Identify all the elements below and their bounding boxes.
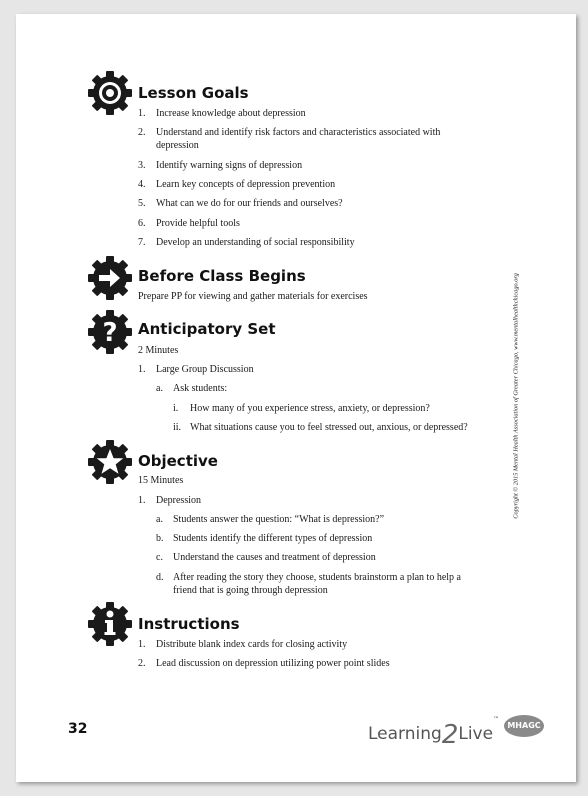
sub-item: Understand the causes and treatment of depression — [173, 552, 376, 563]
brand-learning: Learning — [368, 724, 442, 744]
anticipatory-set-heading: Anticipatory Set — [138, 320, 276, 338]
list-number: 1. — [138, 364, 146, 375]
objective-duration: 15 Minutes — [138, 475, 184, 486]
objective-heading: Objective — [138, 452, 218, 470]
list-item: Increase knowledge about depression — [156, 108, 306, 119]
list-number: 3. — [138, 160, 146, 171]
learning2live-logo — [368, 716, 500, 750]
sub-item-letter: a. — [156, 383, 163, 394]
sub-item-letter: b. — [156, 533, 164, 544]
sub-item: Students answer the question: “What is depression?” — [173, 514, 385, 525]
roman-numeral: i. — [173, 403, 179, 414]
sub-item: After reading the story they choose, students brainstorm a plan to help a — [173, 572, 461, 583]
svg-text:?: ? — [102, 318, 118, 348]
roman-numeral: ii. — [173, 422, 182, 433]
sub-item-letter: c. — [156, 552, 163, 563]
list-item: Learn key concepts of depression prevention — [156, 179, 336, 190]
trademark-symbol: ™ — [493, 716, 500, 723]
list-number: 4. — [138, 179, 146, 190]
question-gear-icon — [86, 308, 134, 356]
list-number: 1. — [138, 495, 146, 506]
sub-item-continuation: friend that is going through depression — [173, 585, 328, 596]
copyright-notice: Copyright © 2015 Mental Health Association of Greater Chicago, www.mentalhealthchicago.org — [512, 273, 520, 519]
list-item: Distribute blank index cards for closing activity — [156, 639, 348, 650]
list-item-continuation: depression — [156, 140, 199, 151]
mhagc-logo: MHAGC — [504, 715, 544, 737]
before-class-heading: Before Class Begins — [138, 267, 306, 285]
list-item: Lead discussion on depression utilizing power point slides — [156, 658, 390, 669]
list-number: 6. — [138, 218, 146, 229]
list-number: 2. — [138, 658, 146, 669]
sub-item: Students identify the different types of depression — [173, 533, 373, 544]
list-item: Depression — [156, 495, 201, 506]
list-item: Develop an understanding of social responsibility — [156, 237, 355, 248]
list-item: Large Group Discussion — [156, 364, 254, 375]
list-number: 2. — [138, 127, 146, 138]
list-item: What can we do for our friends and ourselves? — [156, 198, 343, 209]
list-number: 1. — [138, 108, 146, 119]
anticipatory-duration: 2 Minutes — [138, 345, 179, 356]
info-gear-icon — [86, 600, 134, 648]
before-class-text: Prepare PP for viewing and gather materials for exercises — [138, 291, 368, 302]
sub-item-letter: a. — [156, 514, 163, 525]
roman-item: How many of you experience stress, anxiety, or depression? — [190, 403, 430, 414]
brand-two: 2 — [441, 720, 459, 750]
document-page — [16, 14, 576, 782]
list-number: 7. — [138, 237, 146, 248]
roman-item: What situations cause you to feel stressed out, anxious, or depressed? — [190, 422, 468, 433]
list-item: Identify warning signs of depression — [156, 160, 303, 171]
sub-item-letter: d. — [156, 572, 164, 583]
sub-item: Ask students: — [173, 383, 228, 394]
list-item: Provide helpful tools — [156, 218, 240, 229]
page-number: 32 — [68, 721, 88, 737]
list-number: 1. — [138, 639, 146, 650]
instructions-heading: Instructions — [138, 615, 240, 633]
lesson-goals-heading: Lesson Goals — [138, 84, 249, 102]
list-number: 5. — [138, 198, 146, 209]
star-gear-icon — [86, 438, 134, 486]
arrow-gear-icon — [86, 254, 134, 302]
target-gear-icon — [86, 69, 134, 117]
brand-live: Live — [458, 724, 494, 744]
list-item: Understand and identify risk factors and characteristics associated with — [156, 127, 441, 138]
